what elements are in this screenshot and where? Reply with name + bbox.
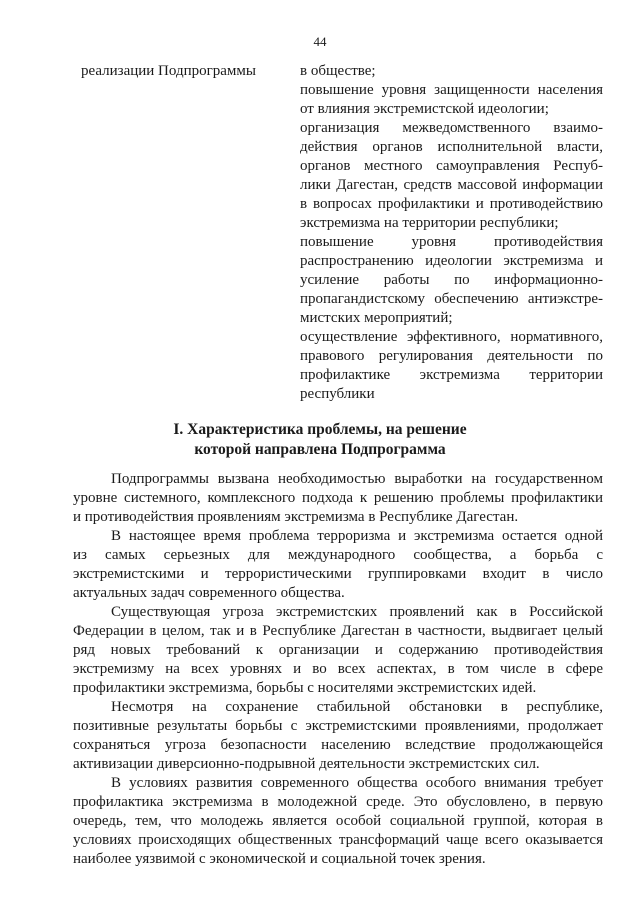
paragraph-line: условиях происходящих общественных трансформаций чаще всего оказывается: [73, 832, 603, 848]
passport-value-line: от влияния экстремистской идеологии;: [300, 101, 549, 117]
passport-value-line: органов местного самоуправления Респуб-: [300, 158, 603, 174]
paragraph: [73, 774, 603, 869]
section-body: [73, 470, 603, 869]
passport-value-line: действия органов исполнительной власти,: [300, 139, 603, 155]
paragraph-line: профилактики экстремизма, борьбы с носителями экстремистских идей.: [73, 680, 537, 696]
passport-value-line: экстремизма на территории республики;: [300, 215, 559, 231]
paragraph-line: В настоящее время проблема терроризма и экстремизма остается одной: [111, 528, 603, 544]
paragraph-line: очередь, тем, что молодежь является особой социальной группой, которая в: [73, 813, 603, 829]
passport-value-line: лики Дагестан, средств массовой информации: [300, 177, 603, 193]
passport-value-line: осуществление эффективного, нормативного,: [300, 329, 603, 345]
passport-value-line: организация межведомственного взаимо-: [300, 120, 603, 136]
paragraph: [73, 603, 603, 698]
paragraph-line: позитивные результаты борьбы с экстремистскими проявлениями, продолжает: [73, 718, 603, 734]
section-heading: [0, 420, 640, 460]
section-heading-line-2: которой направлена Подпрограмма: [194, 441, 446, 458]
paragraph-line: экстремистскими и террористическими группировками входит в число: [73, 566, 603, 582]
passport-value-line: распространению идеологии экстремизма и: [300, 253, 603, 269]
paragraph-line: уровне системного, комплексного подхода к решению проблемы профилактики: [73, 490, 603, 506]
paragraph: [73, 527, 603, 603]
passport-value-line: правового регулирования деятельности по: [300, 348, 603, 364]
passport-value-line: усиление работы по информационно-: [300, 272, 603, 288]
passport-row-label: реализации Подпрограммы: [81, 63, 256, 79]
paragraph-line: наиболее уязвимой с экономической и социальной точек зрения.: [73, 851, 486, 867]
passport-value-line: в обществе;: [300, 63, 376, 79]
section-heading-line-1: I. Характеристика проблемы, на решение: [173, 421, 467, 438]
page-number: 44: [313, 34, 327, 49]
paragraph-line: Существующая угроза экстремистских проявлений как в Российской: [111, 604, 603, 620]
passport-value-line: пропагандистскому обеспечению антиэкстре-: [300, 291, 603, 307]
paragraph-line: сохраняться угроза безопасности населению вследствие продолжающейся: [73, 737, 603, 753]
passport-value-line: повышение уровня защищенности населения: [300, 82, 603, 98]
passport-value-line: профилактике экстремизма территории: [300, 367, 603, 383]
paragraph-line: В условиях развития современного общества особого внимания требует: [111, 775, 603, 791]
paragraph-line: из самых серьезных для международного сообщества, а борьба с: [73, 547, 603, 563]
paragraph-line: Федерации в целом, так и в Республике Дагестан в частности, выдвигает целый: [73, 623, 603, 639]
passport-value-line: мистских мероприятий;: [300, 310, 453, 326]
passport-value-line: республики: [300, 386, 375, 402]
paragraph-line: ряд новых требований к организации и содержанию противодействия: [73, 642, 603, 658]
paragraph-line: экстремизму на всех уровнях и во всех аспектах, в том числе в сфере: [73, 661, 603, 677]
paragraph: [73, 470, 603, 527]
paragraph-line: Подпрограммы вызвана необходимостью выработки на государственном: [111, 471, 603, 487]
paragraph-line: активизации диверсионно-подрывной деятельности экстремистских сил.: [73, 756, 540, 772]
paragraph: [73, 698, 603, 774]
passport-value-line: в вопросах профилактики и противодействию: [300, 196, 603, 212]
paragraph-line: и противодействия проявлениям экстремизма в Республике Дагестан.: [73, 509, 519, 525]
paragraph-line: актуальных задач современного общества.: [73, 585, 345, 601]
passport-value-line: повышение уровня противодействия: [300, 234, 603, 250]
passport-row-value: [300, 62, 603, 404]
paragraph-line: профилактика экстремизма в молодежной среде. Это обусловлено, в первую: [73, 794, 603, 810]
paragraph-line: Несмотря на сохранение стабильной обстановки в республике,: [111, 699, 603, 715]
